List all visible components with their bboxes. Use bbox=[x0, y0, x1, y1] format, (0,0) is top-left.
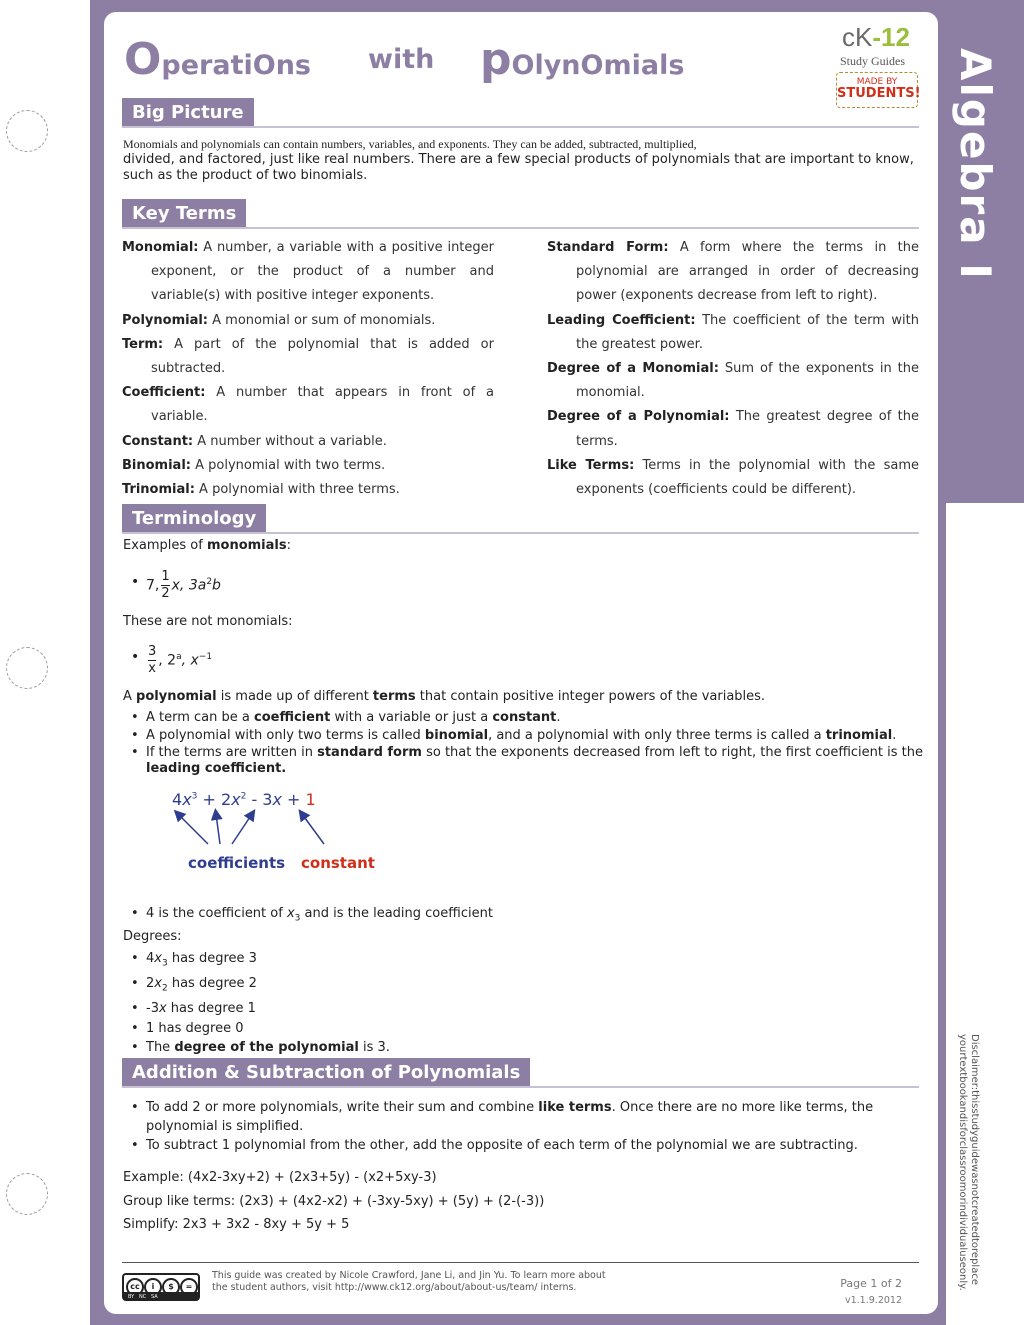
terminology-bullets bbox=[123, 709, 923, 777]
key-term: Coefficient: A number that appears in front of a variable. bbox=[122, 385, 494, 425]
list-item: • 1 has degree 0 bbox=[123, 1019, 903, 1039]
disclaimer: Disclaimer:thisstudyguidewasnotcreatedtoreplace yourtextbookandisforclassroomorindividualuseonly. bbox=[957, 1034, 980, 1291]
key-term: Binomial: A polynomial with two terms. bbox=[122, 457, 386, 473]
key-terms-left bbox=[122, 236, 494, 502]
list-item: • A term can be a coefficient with a variable or just a constant. bbox=[123, 709, 923, 727]
list-item: • $4x_3$ has degree 3 bbox=[123, 949, 903, 974]
key-term: Leading Coefficient: The coefficient of the term with the greatest power. bbox=[547, 312, 920, 352]
coefficient-diagram bbox=[168, 788, 375, 878]
addsub-group: Group like terms: (2x3) + (4x2-x2) + (-3xy-5xy) + (5y) + (2-(-3)) bbox=[123, 1194, 545, 1209]
section-header: Key Terms bbox=[122, 199, 246, 227]
list-item: • To add 2 or more polynomials, write their sum and combine like terms. Once there are no more like terms, the polynomial is simplified. bbox=[123, 1098, 920, 1136]
list-item: • -3x has degree 1 bbox=[123, 999, 903, 1019]
page-number: Page 1 of 2 bbox=[840, 1277, 902, 1290]
not-monomial-examples: • $\frac{3}{x}$ , 2$^a$, $x^{-1}$ bbox=[123, 637, 212, 677]
addsub-simplify: Simplify: 2x3 + 3x2 - 8xy + 5y + 5 bbox=[123, 1217, 350, 1232]
section-addition-subtraction bbox=[122, 1054, 919, 1088]
key-term: Trinomial: A polynomial with three terms. bbox=[122, 482, 400, 498]
creative-commons-badge: cc i $ = BY NC SA bbox=[122, 1273, 200, 1301]
key-term: Like Terms: Terms in the polynomial with the same exponents (coefficients could be different). bbox=[547, 457, 919, 498]
constant-label: constant bbox=[301, 854, 375, 872]
coefficients-label: coefficients bbox=[188, 854, 286, 872]
diagram-polynomial: $4x^3 + 2x^2 - 3x + 1$ bbox=[172, 790, 316, 809]
list-item: • If the terms are written in standard form so that the exponents decreased from left to right, the first coefficient is the leading coefficient. bbox=[123, 745, 923, 777]
big-picture-text: divided, and factored, just like real numbers. There are a few special products of polynomials that are important to know, such as the product of two binomials. bbox=[123, 152, 914, 183]
version: v1.1.9.2012 bbox=[845, 1295, 902, 1306]
monomial-examples-intro: Examples of monomials: bbox=[123, 538, 291, 553]
list-item: • 4 is the coefficient of $x_3$ and is the leading coefficient bbox=[123, 906, 903, 927]
key-term: Degree of a Polynomial: The greatest degree of the terms. bbox=[547, 409, 919, 449]
footer-rule bbox=[122, 1262, 919, 1263]
degrees-label: Degrees: bbox=[123, 929, 182, 944]
key-term: Constant: A number without a variable. bbox=[122, 433, 387, 449]
ck12-logo: cK-12 Study Guides MADE BY STUDENTS! bbox=[836, 22, 920, 108]
monomial-examples: • 7, $\frac{1}{2}$ x, $3a^2b$ bbox=[123, 562, 221, 602]
polynomial-definition: A polynomial is made up of different terms that contain positive integer powers of the variables. bbox=[123, 689, 766, 704]
list-item: • The degree of the polynomial is 3. bbox=[123, 1038, 903, 1058]
footer-credit: This guide was created by Nicole Crawford, Jane Li, and Jin Yu. To learn more about the student authors, visit http://www.ck12.org/about/about-us/team/ interns. bbox=[212, 1270, 606, 1293]
list-item: • To subtract 1 polynomial from the other, add the opposite of each term of the polynomial we are subtracting. bbox=[123, 1136, 920, 1155]
section-big-picture bbox=[122, 94, 919, 128]
list-item: • $2x_2$ has degree 2 bbox=[123, 974, 903, 999]
binder-hole bbox=[6, 647, 48, 689]
key-term: Degree of a Monomial: Sum of the exponents in the monomial. bbox=[547, 361, 919, 401]
not-monomials-intro: These are not monomials: bbox=[123, 614, 293, 629]
made-by-students-badge: MADE BY STUDENTS! bbox=[836, 72, 918, 108]
degrees-list bbox=[123, 949, 903, 1058]
key-term: Polynomial: A monomial or sum of monomials. bbox=[122, 312, 436, 328]
title-word-with: with bbox=[368, 44, 435, 75]
key-terms-right bbox=[547, 236, 919, 502]
addsub-bullets bbox=[123, 1098, 920, 1155]
key-term: Monomial: A number, a variable with a positive integer exponent, or the product of a number and variable(s) with positive integer exponents. bbox=[122, 240, 494, 304]
key-term: Standard Form: A form where the terms in the polynomial are arranged in order of decreasing power (exponents decrease from left to right). bbox=[547, 240, 919, 304]
leading-coefficient-note bbox=[123, 906, 903, 927]
section-header: Terminology bbox=[122, 504, 266, 532]
list-item: • A polynomial with only two terms is called binomial, and a polynomial with only three terms is called a trinomial. bbox=[123, 727, 923, 745]
title-word-polynomials: pOlynOmials bbox=[480, 34, 685, 85]
title-word-operations: OperatiOns bbox=[124, 34, 311, 85]
addsub-example: Example: (4x2-3xy+2) + (2x3+5y) - (x2+5xy-3) bbox=[123, 1170, 437, 1185]
section-key-terms bbox=[122, 195, 919, 229]
binder-hole bbox=[6, 110, 48, 152]
binder-hole bbox=[6, 1173, 48, 1215]
section-header: Addition & Subtraction of Polynomials bbox=[122, 1058, 530, 1086]
section-header: Big Picture bbox=[122, 98, 254, 126]
big-picture-line1: Monomials and polynomials can contain numbers, variables, and exponents. They can be added, subtracted, multiplied, bbox=[123, 137, 697, 151]
section-terminology bbox=[122, 500, 919, 534]
subject-tab-label: Algebra I bbox=[951, 48, 1000, 281]
key-term: Term: A part of the polynomial that is added or subtracted. bbox=[122, 336, 494, 377]
